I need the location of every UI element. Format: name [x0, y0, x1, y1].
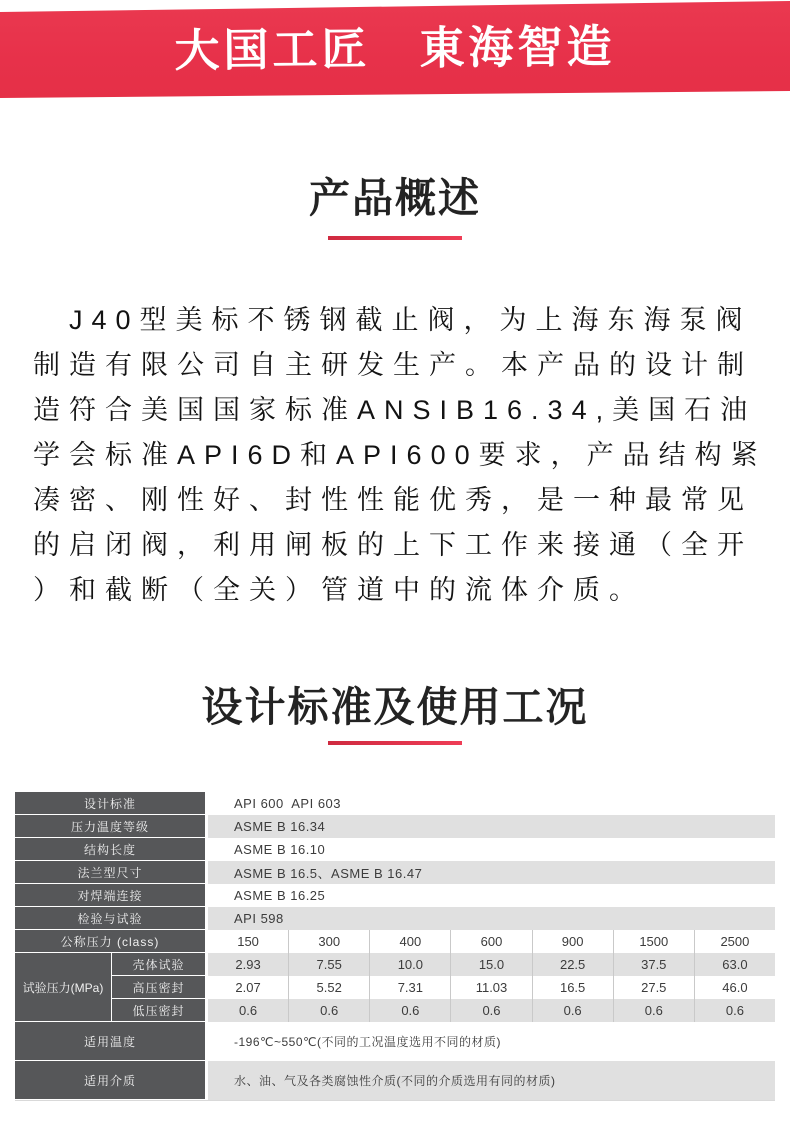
- table-row-flange-dims: [15, 861, 775, 884]
- value-cell: 15.0: [451, 953, 532, 976]
- value-cell: 7.31: [370, 976, 451, 999]
- low-pressure-seal-values: [208, 999, 775, 1022]
- value-cell: 0.6: [370, 999, 451, 1022]
- value-cell: 2.07: [208, 976, 289, 999]
- overview-paragraph: [33, 298, 767, 613]
- value-cell: 0.6: [614, 999, 695, 1022]
- banner-slogan: 大国工匠 東海智造: [174, 20, 616, 77]
- row-sublabel: 高压密封: [112, 976, 208, 999]
- row-sublabel: 低压密封: [112, 999, 208, 1022]
- top-banner: [0, 0, 790, 98]
- row-value: -196℃~550℃(不同的工况温度选用不同的材质): [208, 1022, 775, 1061]
- value-cell: 300: [289, 930, 370, 953]
- overview-line: 制造有限公司自主研发生产。本产品的设计制: [33, 350, 753, 380]
- overview-line: 学会标准API6D和API600要求，产品结构紧: [33, 440, 767, 470]
- value-cell: 150: [208, 930, 289, 953]
- table-row-low-pressure-seal: [112, 999, 775, 1022]
- value-cell: 10.0: [370, 953, 451, 976]
- high-pressure-seal-values: [208, 976, 775, 999]
- design-section-title: 设计标准及使用工况: [201, 684, 589, 730]
- table-row-buttweld-end: [15, 884, 775, 907]
- row-label: 法兰型尺寸: [15, 861, 208, 884]
- overview-line: J40型美标不锈钢截止阀，为上海东海泵阀: [69, 305, 752, 335]
- group-label: 试验压力(MPa): [15, 953, 112, 1022]
- table-row-shell-test: [112, 953, 775, 976]
- row-label: 检验与试验: [15, 907, 208, 930]
- row-value: ASME B 16.10: [208, 838, 775, 861]
- row-value: API 598: [208, 907, 775, 930]
- value-cell: 7.55: [289, 953, 370, 976]
- table-row-design-standard: [15, 792, 775, 815]
- shell-test-values: [208, 953, 775, 976]
- value-cell: 0.6: [289, 999, 370, 1022]
- table-row-pressure-temp-rating: [15, 815, 775, 838]
- table-group-test-pressure: [15, 953, 775, 1022]
- row-value: 水、油、气及各类腐蚀性介质(不同的介质选用有同的材质): [208, 1061, 775, 1100]
- value-cell: 400: [370, 930, 451, 953]
- row-label: 对焊端连接: [15, 884, 208, 907]
- value-cell: 900: [533, 930, 614, 953]
- value-cell: 2500: [720, 934, 750, 949]
- value-cell: 16.5: [533, 976, 614, 999]
- value-cell: 63.0: [722, 957, 748, 972]
- table-row-pressure-class: [15, 930, 775, 953]
- row-value: ASME B 16.25: [208, 884, 775, 907]
- spec-table: [15, 792, 775, 1101]
- value-cell: 46.0: [722, 980, 748, 995]
- row-label: 结构长度: [15, 838, 208, 861]
- value-cell: 5.52: [289, 976, 370, 999]
- table-row-applicable-media: [15, 1061, 775, 1100]
- value-cell: 0.6: [451, 999, 532, 1022]
- value-cell: 2.93: [208, 953, 289, 976]
- value-cell: 600: [451, 930, 532, 953]
- row-label: 设计标准: [15, 792, 208, 815]
- class-values: [208, 930, 775, 953]
- table-row-face-to-face: [15, 838, 775, 861]
- row-label: 适用温度: [15, 1022, 208, 1061]
- value-cell: 11.03: [451, 976, 532, 999]
- value-cell: 0.6: [533, 999, 614, 1022]
- overview-section-title: 产品概述: [309, 175, 481, 221]
- overview-line: 的启闭阀，利用闸板的上下工作来接通（全开: [33, 530, 753, 560]
- row-label: 压力温度等级: [15, 815, 208, 838]
- overview-line: ）和截断（全关）管道中的流体介质。: [33, 575, 645, 605]
- row-label: 适用介质: [15, 1061, 208, 1100]
- value-cell: 22.5: [533, 953, 614, 976]
- overview-line: 造符合美国国家标准ANSIB16.34,美国石油: [33, 395, 757, 425]
- value-cell: 27.5: [614, 976, 695, 999]
- value-cell: 0.6: [725, 1003, 744, 1018]
- row-value: ASME B 16.34: [208, 815, 775, 838]
- table-row-inspection-test: [15, 907, 775, 930]
- row-value: ASME B 16.5、ASME B 16.47: [208, 861, 775, 884]
- table-row-high-pressure-seal: [112, 976, 775, 999]
- row-label: 公称压力 (class): [15, 930, 208, 953]
- row-sublabel: 壳体试验: [112, 953, 208, 976]
- overview-line: 凑密、刚性好、封性性能优秀，是一种最常见: [33, 485, 753, 515]
- value-cell: 1500: [614, 930, 695, 953]
- value-cell: 0.6: [208, 999, 289, 1022]
- value-cell: 37.5: [614, 953, 695, 976]
- design-title-underline: [328, 741, 462, 745]
- row-value: API 600 API 603: [208, 792, 775, 815]
- group-rows: [112, 953, 775, 1022]
- table-row-temperature-range: [15, 1022, 775, 1061]
- overview-title-underline: [328, 236, 462, 240]
